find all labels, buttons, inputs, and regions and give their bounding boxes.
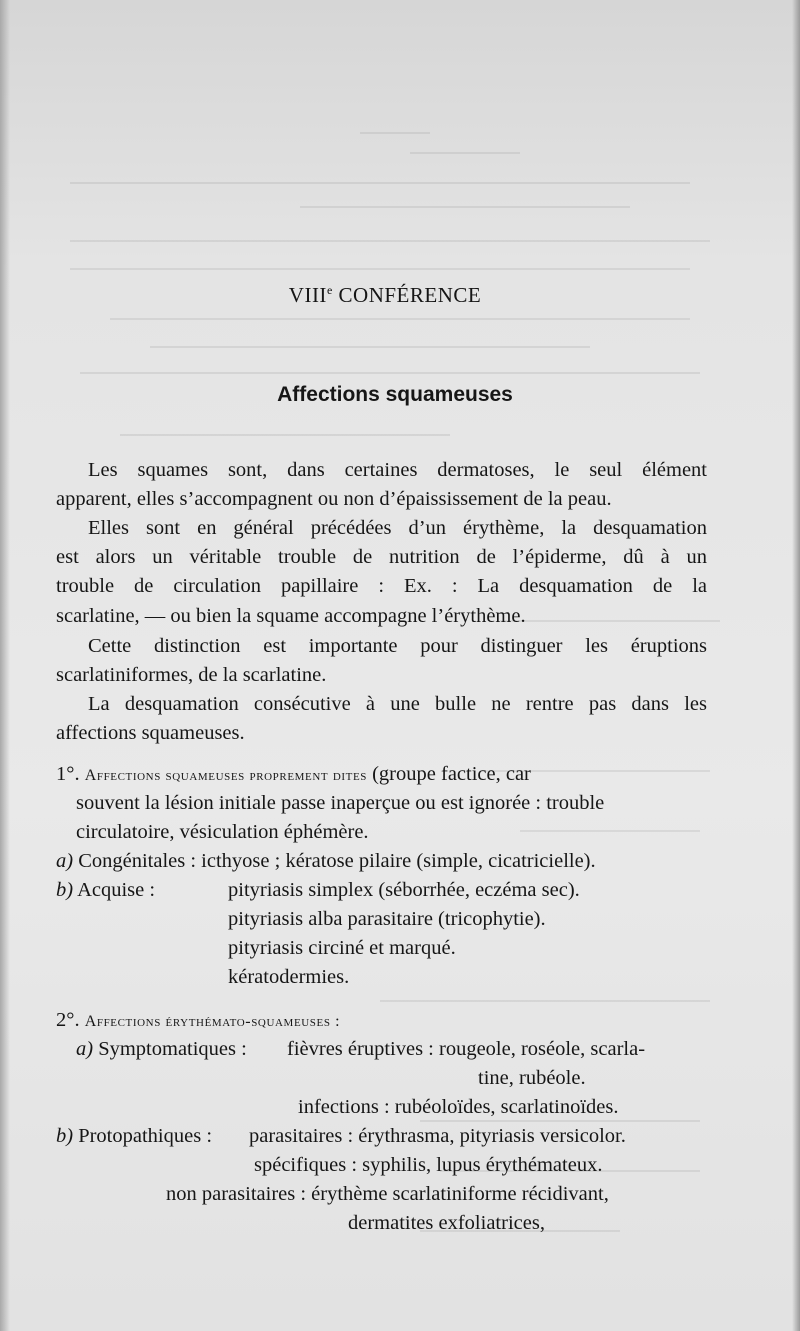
section-2-item-b (56, 1125, 212, 1148)
symptomatic-line-2: tine, rubéole. (478, 1067, 586, 1089)
symptomatic-line-1: fièvres éruptives : rougeole, roséole, scarla- (287, 1038, 646, 1060)
item-a-marker: a) (76, 1038, 94, 1060)
page-edge-shadow-left (0, 0, 10, 1331)
acquise-item: pityriasis circiné et marqué. (228, 937, 456, 959)
text-line: Les squames sont, dans certaines dermatoses, le seul élément (88, 459, 707, 481)
heading-roman-numeral: VIII (288, 283, 327, 307)
protopathic-line-1: parasitaires : érythrasma, pityriasis versicolor. (249, 1125, 626, 1147)
item-b-label: Acquise : (77, 879, 156, 901)
section-1-line1-rest: (groupe factice, car (372, 763, 531, 785)
protopathic-line-4: dermatites exfoliatrices, (348, 1212, 545, 1234)
heading-word: CONFÉRENCE (338, 283, 482, 307)
text-line: trouble de circulation papillaire : Ex. : La desquamation de la (56, 575, 707, 598)
acquise-item: pityriasis alba parasitaire (tricophytie). (228, 908, 546, 930)
text-line: scarlatine, — ou bien la squame accompagne l’érythème. (56, 604, 526, 627)
text-line: Cette distinction est importante pour distinguer les éruptions (88, 635, 707, 657)
page-edge-shadow-right (792, 0, 800, 1331)
paragraph-3 (56, 632, 707, 690)
heading-superscript: e (326, 283, 333, 297)
text-line: Elles sont en général précédées d’un érythème, la desquamation (88, 517, 707, 539)
text-line: apparent, elles s’accompagnent ou non d’épaississement de la peau. (56, 488, 612, 511)
section-1-number: 1°. (56, 763, 80, 785)
paragraph-2 (56, 514, 707, 631)
text-line: La desquamation consécutive à une bulle ne rentre pas dans les (88, 693, 707, 715)
item-a-marker: a) (56, 850, 74, 872)
conference-heading (0, 283, 770, 308)
text-line: scarlatiniformes, de la scarlatine. (56, 664, 327, 687)
acquise-item: kératodermies. (228, 966, 350, 988)
paragraph-4 (56, 690, 707, 748)
section-2-heading-line (56, 1009, 340, 1032)
section-1-item-b (56, 879, 155, 902)
paragraph-1 (56, 456, 707, 514)
protopathic-line-3: non parasitaires : érythème scarlatiniforme récidivant, (166, 1183, 609, 1205)
section-1-title: Affections squameuses proprement dites (84, 767, 367, 784)
protopathic-line-2: spécifiques : syphilis, lupus érythémateux. (254, 1154, 603, 1176)
section-1-line-3: circulatoire, vésiculation éphémère. (76, 821, 369, 843)
acquise-item: pityriasis simplex (séborrhée, eczéma sec). (228, 879, 580, 901)
section-1-item-a (56, 850, 596, 873)
section-2-item-a (76, 1038, 247, 1061)
text-line: est alors un véritable trouble de nutrition de l’épiderme, dû à un (56, 546, 707, 569)
item-b-marker: b) (56, 879, 74, 901)
section-2-title: Affections érythémato-squameuses : (84, 1013, 341, 1030)
section-title: Affections squameuses (277, 383, 513, 406)
text-line: affections squameuses. (56, 722, 245, 745)
section-2-number: 2°. (56, 1009, 80, 1031)
symptomatic-line-3: infections : rubéoloïdes, scarlatinoïdes. (298, 1096, 619, 1118)
section-1-line-2: souvent la lésion initiale passe inaperçue ou est ignorée : trouble (76, 792, 605, 814)
item-a-label: Symptomatiques : (98, 1038, 247, 1060)
item-a-text: Congénitales : icthyose ; kératose pilaire (simple, cicatricielle). (78, 850, 596, 872)
section-1-heading-line (56, 763, 531, 786)
item-b-label: Protopathiques : (78, 1125, 213, 1147)
item-b-marker: b) (56, 1125, 74, 1147)
